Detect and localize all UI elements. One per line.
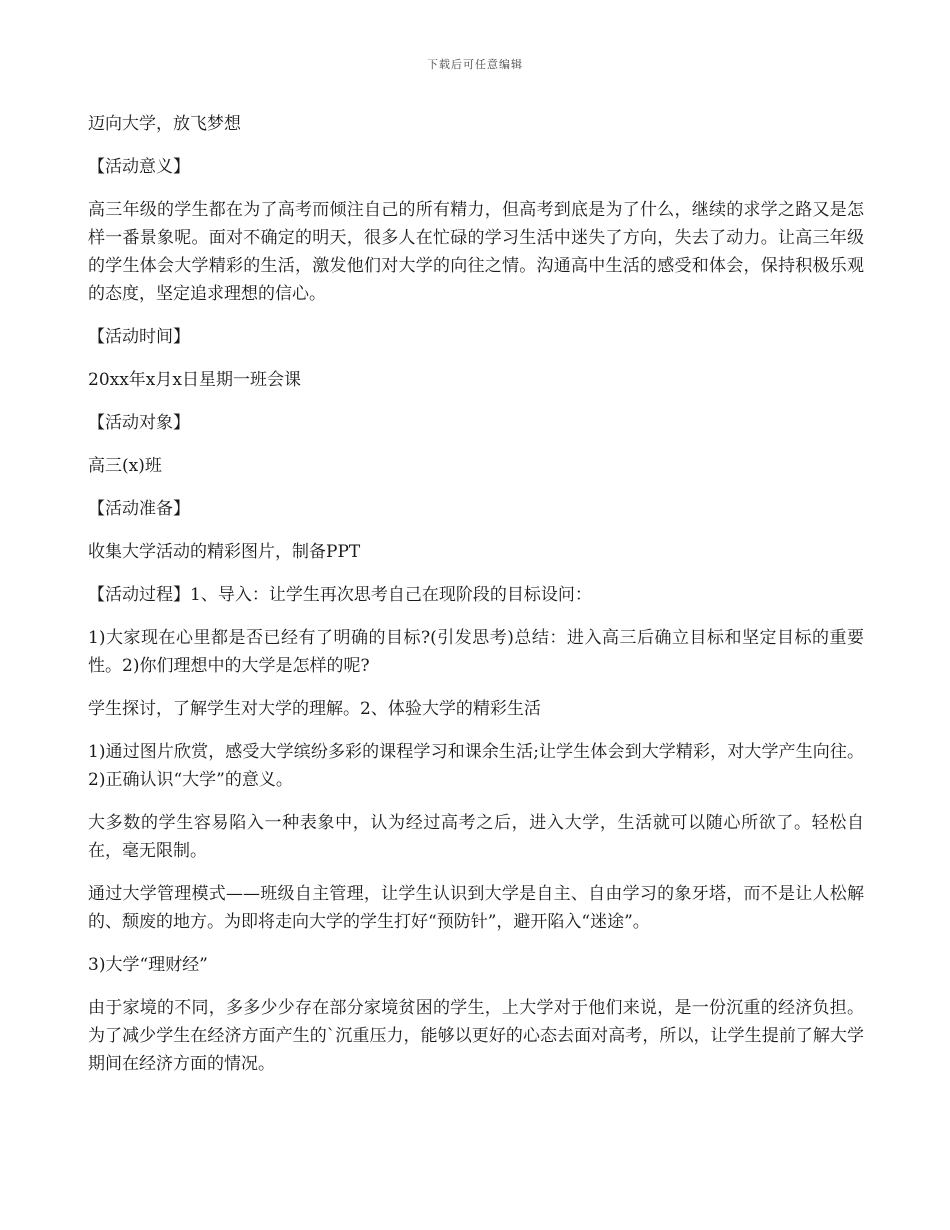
process-step-2-paragraph: 学生探讨，了解学生对大学的理解。2、体验大学的精彩生活 (88, 699, 541, 719)
finance-heading-paragraph: 3)大学“理财经” (88, 955, 208, 975)
process-step-3-paragraph: 1)通过图片欣赏，感受大学缤纷多彩的课程学习和课余生活;让学生体会到大学精彩，对大学产生向往。2)正确认识“大学”的意义。 (88, 742, 864, 790)
finance-paragraph: 由于家境的不同，多多少少存在部分家境贫困的学生，上大学对于他们来说，是一份沉重的经济负担。为了减少学生在经济方面产生的`沉重压力，能够以更好的心态去面对高考，所以，让学生提前了解大学期间在经济方面的情况。 (88, 998, 864, 1074)
section-heading-significance: 【活动意义】 (88, 157, 190, 177)
section-heading-audience: 【活动对象】 (88, 413, 190, 433)
audience-paragraph: 高三(x)班 (88, 456, 162, 476)
process-step-1-paragraph: 1)大家现在心里都是否已经有了明确的目标?(引发思考)总结：进入高三后确立目标和坚定目标的重要性。2)你们理想中的大学是怎样的呢? (88, 628, 864, 676)
section-heading-time: 【活动时间】 (88, 327, 190, 347)
misconception-paragraph: 大多数的学生容易陷入一种表象中，认为经过高考之后，进入大学，生活就可以随心所欲了。轻松自在，毫无限制。 (88, 813, 864, 861)
document-title: 迈向大学，放飞梦想 (88, 114, 241, 134)
section-heading-preparation: 【活动准备】 (88, 499, 190, 519)
time-paragraph: 20xx年x月x日星期一班会课 (88, 370, 301, 390)
document-body (88, 110, 864, 1093)
process-intro-paragraph: 【活动过程】1、导入：让学生再次思考自己在现阶段的目标设问： (88, 585, 592, 605)
page-header: 下载后可任意编辑 (427, 58, 523, 71)
significance-paragraph: 高三年级的学生都在为了高考而倾注自己的所有精力，但高考到底是为了什么，继续的求学之路又是怎样一番景象呢。面对不确定的明天，很多人在忙碌的学习生活中迷失了方向，失去了动力。让高三年级的学生体会大学精彩的生活，激发他们对大学的向往之情。沟通高中生活的感受和体会，保持积极乐观的态度，坚定追求理想的信心。 (88, 200, 864, 304)
management-paragraph: 通过大学管理模式——班级自主管理，让学生认识到大学是自主、自由学习的象牙塔，而不是让人松解的、颓废的地方。为即将走向大学的学生打好“预防针”，避开陷入“迷途”。 (88, 884, 864, 932)
preparation-paragraph: 收集大学活动的精彩图片，制备PPT (88, 542, 361, 562)
